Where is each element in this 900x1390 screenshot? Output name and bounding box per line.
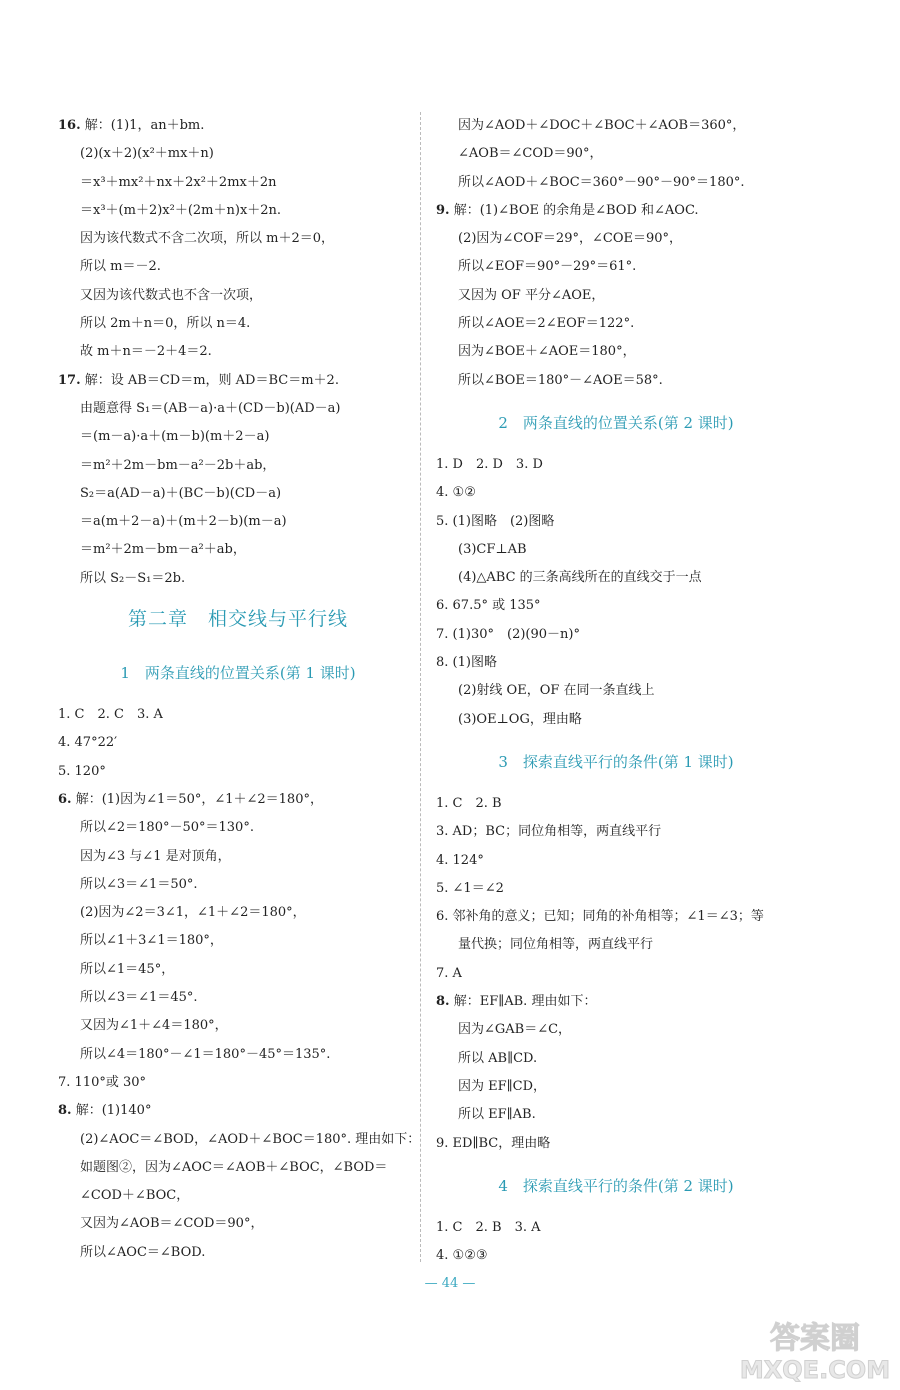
answer-text: 解：设 AB＝CD＝m，则 AD＝BC＝m＋2. [84, 372, 339, 388]
answer-line: 量代换；同位角相等，两直线平行 [458, 937, 654, 953]
answer-line: 所以 AB∥CD. [458, 1050, 538, 1066]
answer-line: 如题图②，因为∠AOC＝∠AOB＋∠BOC，∠BOD＝ [80, 1159, 388, 1175]
section-heading: 4 探索直线平行的条件(第 2 课时) [498, 1176, 734, 1195]
answer-line: 4. 47°22′ [58, 735, 118, 751]
answer-line: (2)因为∠2＝3∠1，∠1＋∠2＝180°， [80, 905, 306, 921]
answer-line: ＝x³＋(m＋2)x²＋(2m＋n)x＋2n. [80, 202, 282, 218]
column-divider [420, 112, 421, 1262]
answer-line: 1. D 2. D 3. D [436, 456, 543, 472]
chapter-title: 第二章 相交线与平行线 [127, 608, 348, 631]
answer-line: 故 m＋n＝－2＋4＝2. [80, 344, 212, 360]
answer-line: 所以∠3＝∠1＝45°. [80, 990, 198, 1006]
answer-line: 因为∠AOD＋∠DOC＋∠BOC＋∠AOB＝360°， [458, 118, 746, 133]
answer-text: 解：(1)因为∠1＝50°，∠1＋∠2＝180°， [75, 791, 323, 807]
answer-line: 8. (1)图略 [436, 655, 497, 671]
page-number: — 44 — [424, 1276, 476, 1291]
answer-line: 5. (1)图略 (2)图略 [436, 513, 555, 529]
answer-line: 3. AD；BC；同位角相等，两直线平行 [436, 824, 662, 840]
answer-line: (3)OE⊥OG，理由略 [458, 711, 582, 727]
answer-line: 所以∠AOC＝∠BOD. [80, 1244, 206, 1260]
answer-line: (3)CF⊥AB [458, 541, 527, 557]
answer-line: 9. ED∥BC，理由略 [436, 1135, 551, 1151]
answer-line: 又因为∠AOB＝∠COD＝90°， [80, 1216, 264, 1232]
watermark-line2: MXQE.COM [739, 1356, 891, 1384]
answer-line: 所以∠1＝45°， [80, 961, 175, 977]
answer-text: 解：(1)∠BOE 的余角是∠BOD 和∠AOC. [453, 202, 699, 218]
answer-line: 1. C 2. B [436, 795, 502, 811]
answer-line: 所以 S₂－S₁＝2b. [80, 570, 186, 586]
answer-line: 所以∠1＋3∠1＝180°， [80, 933, 223, 949]
question-number: 16. [58, 118, 81, 133]
question-number: 17. [58, 372, 81, 388]
answer-line: ＝m²＋2m－bm－a²－2b＋ab， [80, 457, 276, 473]
answer-line: 所以 m＝－2. [80, 259, 161, 275]
answer-line: 因为∠GAB＝∠C， [458, 1022, 572, 1038]
section-heading: 2 两条直线的位置关系(第 2 课时) [498, 413, 734, 432]
answer-line [436, 197, 796, 225]
left-column [58, 112, 421, 1267]
answer-line: 4. 124° [436, 852, 484, 868]
answer-line: 7. (1)30° (2)(90－n)° [436, 626, 580, 642]
answer-line: 7. 110°或 30° [58, 1074, 147, 1090]
answer-line: 7. A [436, 965, 462, 981]
right-column [436, 112, 796, 1270]
question-number: 8. [436, 994, 450, 1010]
answer-text: 解：(1)140° [75, 1103, 152, 1119]
answer-line: 6. 67.5° 或 135° [436, 598, 541, 614]
answer-line [436, 988, 796, 1016]
question-number: 9. [436, 202, 450, 218]
answer-line: 因为该代数式不含二次项，所以 m＋2＝0， [80, 231, 335, 247]
answer-line: (2)因为∠COF＝29°，∠COE＝90°， [458, 231, 683, 247]
answer-line: ＝x³＋mx²＋nx＋2x²＋2mx＋2n [80, 174, 277, 190]
answer-line: (4)△ABC 的三条高线所在的直线交于一点 [458, 570, 702, 586]
answer-line: 1. C 2. C 3. A [58, 707, 163, 723]
answer-line: 1. C 2. B 3. A [436, 1219, 541, 1235]
answer-line: ∠AOB＝∠COD＝90°， [458, 146, 603, 162]
answer-line: 又因为该代数式也不含一次项， [80, 287, 263, 303]
answer-line: 5. 120° [58, 763, 106, 779]
answer-line: (2)(x＋2)(x²＋mx＋n) [80, 146, 214, 162]
answer-line: 因为∠BOE＋∠AOE＝180°， [458, 344, 636, 360]
answer-line: ＝m²＋2m－bm－a²＋ab， [80, 542, 246, 558]
answer-line: 6. 邻补角的意义；已知；同角的补角相等；∠1＝∠3；等 [436, 909, 764, 925]
answer-line [58, 1097, 418, 1125]
section-heading: 3 探索直线平行的条件(第 1 课时) [498, 752, 734, 771]
answer-line: 又因为 OF 平分∠AOE， [458, 287, 605, 303]
answer-text: 解：EF∥AB. 理由如下： [453, 994, 597, 1010]
answer-line: 所以∠EOF＝90°－29°＝61°. [458, 259, 637, 275]
section-heading: 1 两条直线的位置关系(第 1 课时) [120, 664, 356, 683]
answer-line: 4. ①② [436, 485, 476, 501]
answer-line [58, 112, 418, 140]
answer-line: 所以∠BOE＝180°－∠AOE＝58°. [458, 372, 663, 388]
answer-line: 所以 EF∥AB. [458, 1107, 536, 1123]
question-number: 8. [58, 1103, 72, 1119]
answer-line [58, 367, 418, 395]
watermark-line1: 答案圈 [770, 1321, 860, 1356]
answer-line: 所以∠3＝∠1＝50°. [80, 876, 198, 892]
answer-line: 因为∠3 与∠1 是对顶角， [80, 848, 231, 864]
answer-line: 所以∠4＝180°－∠1＝180°－45°＝135°. [80, 1046, 331, 1062]
answer-line: 因为 EF∥CD， [458, 1078, 547, 1094]
answer-line: 所以∠AOE＝2∠EOF＝122°. [458, 316, 635, 332]
answer-line: (2)射线 OE，OF 在同一条直线上 [458, 683, 655, 699]
answer-line: 4. ①②③ [436, 1248, 488, 1264]
answer-line: 所以∠2＝180°－50°＝130°. [80, 820, 254, 836]
answer-line: ∠COD＋∠BOC， [80, 1188, 190, 1204]
answer-line: ＝a(m＋2－a)＋(m＋2－b)(m－a) [80, 514, 287, 530]
answer-text: 解：(1)1，an＋bm. [84, 118, 205, 133]
answer-line [58, 786, 418, 814]
answer-line: 所以∠AOD＋∠BOC＝360°－90°－90°＝180°. [458, 174, 745, 190]
answer-line: (2)∠AOC＝∠BOD，∠AOD＋∠BOC＝180°. 理由如下： [80, 1131, 421, 1147]
answer-line: 又因为∠1＋∠4＝180°， [80, 1018, 228, 1034]
answer-line: 由题意得 S₁＝(AB－a)·a＋(CD－b)(AD－a) [80, 400, 341, 416]
answer-line: ＝(m－a)·a＋(m－b)(m＋2－a) [80, 429, 270, 445]
answer-line: 所以 2m＋n＝0，所以 n＝4. [80, 316, 251, 332]
answer-line: 5. ∠1＝∠2 [436, 880, 504, 896]
question-number: 6. [58, 791, 72, 807]
answer-line: S₂＝a(AD－a)＋(BC－b)(CD－a) [80, 485, 282, 501]
watermark-logo [735, 1318, 895, 1384]
